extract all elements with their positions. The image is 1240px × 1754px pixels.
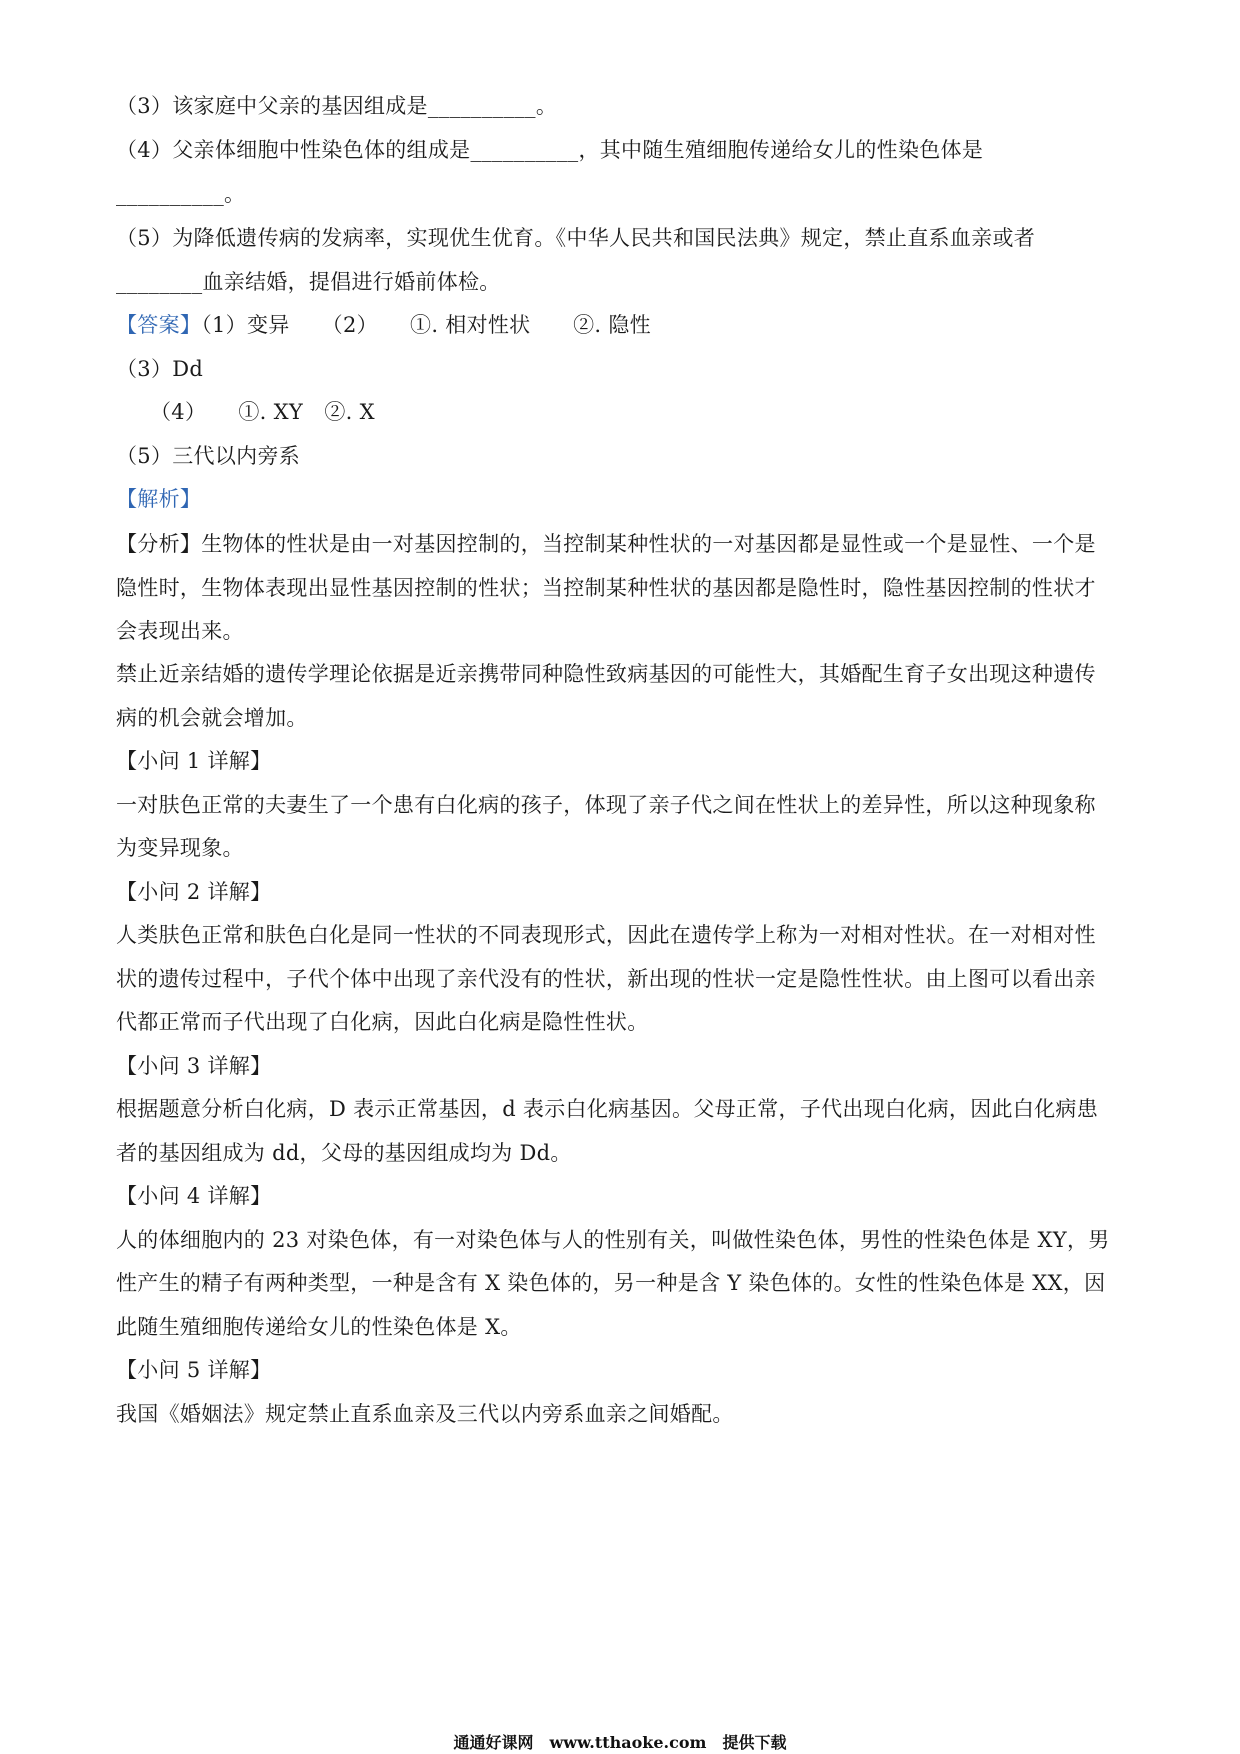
fenxi-text-1: 生物体的性状是由一对基因控制的，当控制某种性状的一对基因都是显性或一个是显性、一个是 xyxy=(201,532,1096,556)
question-5-line-2: ________血亲结婚，提倡进行婚前体检。 xyxy=(116,270,501,294)
detail-4-title: 【小问 4 详解】 xyxy=(116,1184,272,1208)
answer-line-3: （4） ①. XY ②. X xyxy=(150,400,375,424)
fenxi-line-4: 禁止近亲结婚的遗传学理论依据是近亲携带同种隐性致病基因的可能性大，其婚配生育子女出现这种遗传 xyxy=(116,662,1096,686)
detail-4-line-2: 性产生的精子有两种类型，一种是含有 X 染色体的，另一种是含 Y 染色体的。女性的性染色体是 XX，因 xyxy=(116,1271,1106,1295)
question-4-line-1: （4）父亲体细胞中性染色体的组成是__________，其中随生殖细胞传递给女儿的性染色体是 xyxy=(116,138,984,162)
question-4-line-2: __________。 xyxy=(116,182,246,206)
question-3: （3）该家庭中父亲的基因组成是__________。 xyxy=(116,94,558,118)
detail-5-line-1: 我国《婚姻法》规定禁止直系血亲及三代以内旁系血亲之间婚配。 xyxy=(116,1402,734,1426)
detail-4-line-1: 人的体细胞内的 23 对染色体，有一对染色体与人的性别有关，叫做性染色体，男性的性染色体是 XY，男 xyxy=(116,1228,1110,1252)
answer-line-1 xyxy=(116,311,651,339)
detail-2-line-1: 人类肤色正常和肤色白化是同一性状的不同表现形式，因此在遗传学上称为一对相对性状。在一对相对性 xyxy=(116,923,1096,947)
question-5-line-1: （5）为降低遗传病的发病率，实现优生优育。《中华人民共和国民法典》规定，禁止直系血亲或者 xyxy=(116,226,1036,250)
detail-2-line-2: 状的遗传过程中，子代个体中出现了亲代没有的性状，新出现的性状一定是隐性性状。由上图可以看出亲 xyxy=(116,967,1096,991)
fenxi-line-1 xyxy=(116,530,1096,558)
detail-3-line-2: 者的基因组成为 dd，父母的基因组成均为 Dd。 xyxy=(116,1141,572,1165)
detail-1-title: 【小问 1 详解】 xyxy=(116,749,272,773)
answer-line-2: （3）Dd xyxy=(116,357,204,381)
detail-5-title: 【小问 5 详解】 xyxy=(116,1358,272,1382)
detail-3-line-1: 根据题意分析白化病，D 表示正常基因，d 表示白化病基因。父母正常，子代出现白化病，因此白化病患 xyxy=(116,1097,1099,1121)
answer-line-4: （5）三代以内旁系 xyxy=(116,444,301,468)
detail-4-line-3: 此随生殖细胞传递给女儿的性染色体是 X。 xyxy=(116,1315,522,1339)
answer-label: 【答案】 xyxy=(116,313,202,337)
detail-2-line-3: 代都正常而子代出现了白化病，因此白化病是隐性性状。 xyxy=(116,1010,649,1034)
page-footer: 通通好课网 www.tthaoke.com 提供下载 xyxy=(453,1733,787,1752)
fenxi-line-2: 隐性时，生物体表现出显性基因控制的性状；当控制某种性状的基因都是隐性时，隐性基因控制的性状才 xyxy=(116,576,1096,600)
analysis-label: 【解析】 xyxy=(116,487,202,511)
fenxi-line-3: 会表现出来。 xyxy=(116,619,244,643)
detail-1-line-1: 一对肤色正常的夫妻生了一个患有白化病的孩子，体现了亲子代之间在性状上的差异性，所以这种现象称 xyxy=(116,793,1096,817)
detail-3-title: 【小问 3 详解】 xyxy=(116,1054,272,1078)
answer-text-1: （1）变异 （2） ①. 相对性状 ②. 隐性 xyxy=(201,313,651,337)
fenxi-line-5: 病的机会就会增加。 xyxy=(116,706,308,730)
fenxi-label: 【分析】 xyxy=(116,532,202,556)
detail-1-line-2: 为变异现象。 xyxy=(116,836,244,860)
detail-2-title: 【小问 2 详解】 xyxy=(116,880,272,904)
